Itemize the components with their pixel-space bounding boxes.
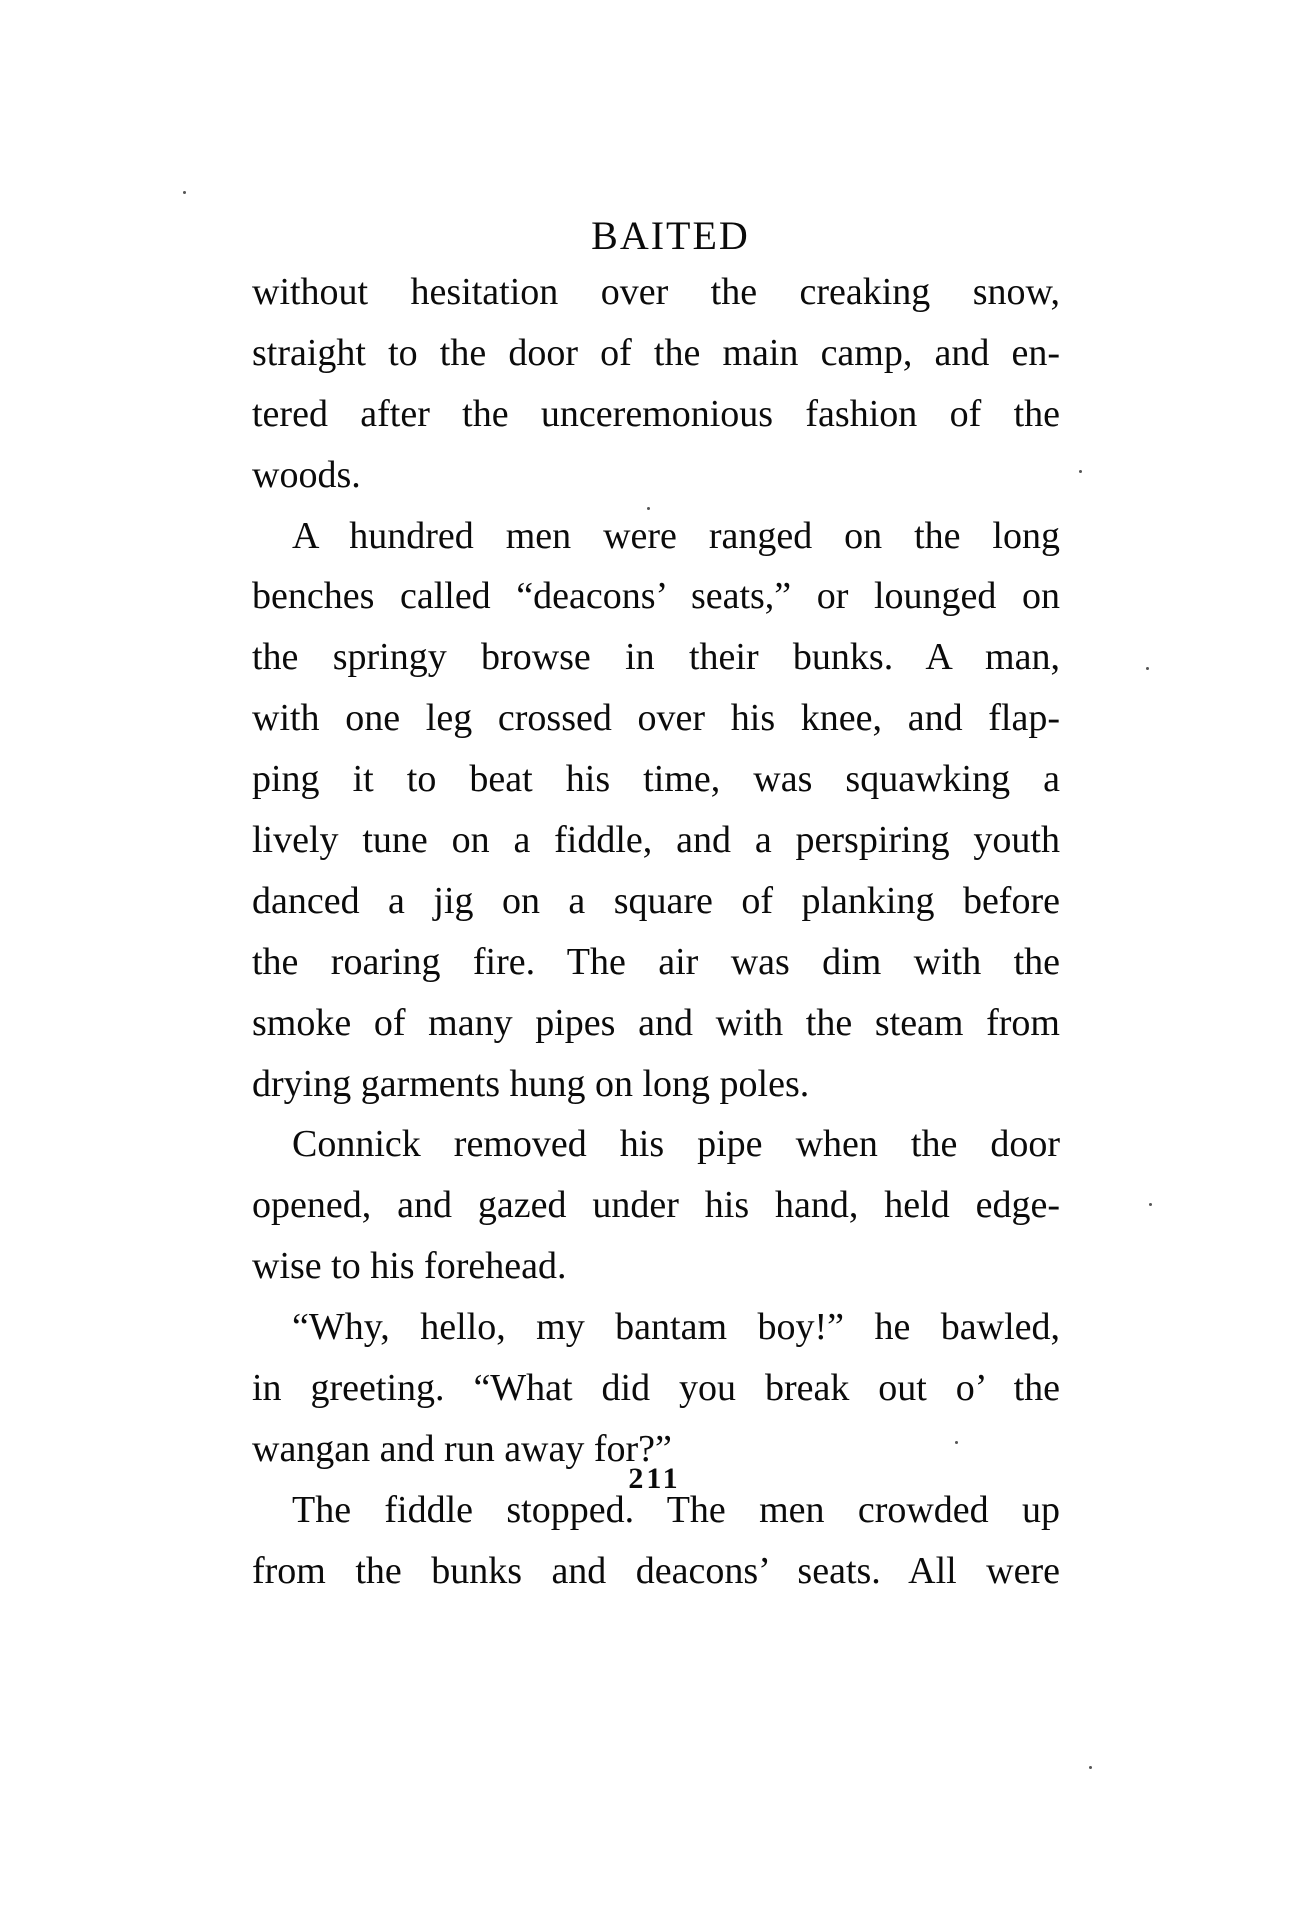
page-number: 211 [628,1462,681,1495]
text-line: the springy browse in their bunks. A man, [252,636,1060,679]
text-line: the roaring fire. The air was dim with the [252,940,1060,983]
text-line: with one leg crossed over his knee, and flap- [252,697,1060,740]
scan-speck [1149,1203,1152,1206]
text-line: smoke of many pipes and with the steam from [252,1001,1060,1044]
text-line: straight to the door of the main camp, and en- [252,331,1060,374]
text-line: without hesitation over the creaking snow, [252,271,1060,313]
scan-speck [183,191,186,194]
text-line: lively tune on a fiddle, and a perspiring youth [252,819,1060,862]
running-head: BAITED [591,213,750,258]
scan-speck [1089,1766,1092,1769]
text-line: “Why, hello, my bantam boy!” he bawled, [292,1306,1060,1349]
text-line: benches called “deacons’ seats,” or lounged on [252,575,1060,618]
text-line: opened, and gazed under his hand, held edge- [252,1184,1060,1227]
text-line: tered after the unceremonious fashion of the [252,392,1060,435]
text-line: The fiddle stopped. The men crowded up [292,1488,1060,1531]
body-text [252,262,1060,1602]
scan-speck [647,507,650,510]
text-line: drying garments hung on long poles. [252,1062,810,1105]
text-line: Connick removed his pipe when the door [292,1123,1060,1166]
scan-speck [1079,470,1082,473]
text-line: wise to his forehead. [252,1245,567,1288]
text-line: A hundred men were ranged on the long [292,514,1060,557]
text-line: danced a jig on a square of planking before [252,879,1060,922]
scan-speck [955,1441,958,1444]
text-line: wangan and run away for?” [252,1427,672,1470]
text-line: woods. [252,453,361,496]
text-line: ping it to beat his time, was squawking a [252,758,1060,801]
text-line: in greeting. “What did you break out o’ the [252,1367,1060,1410]
text-line: from the bunks and deacons’ seats. All were [252,1549,1060,1592]
scan-speck [1146,667,1149,670]
